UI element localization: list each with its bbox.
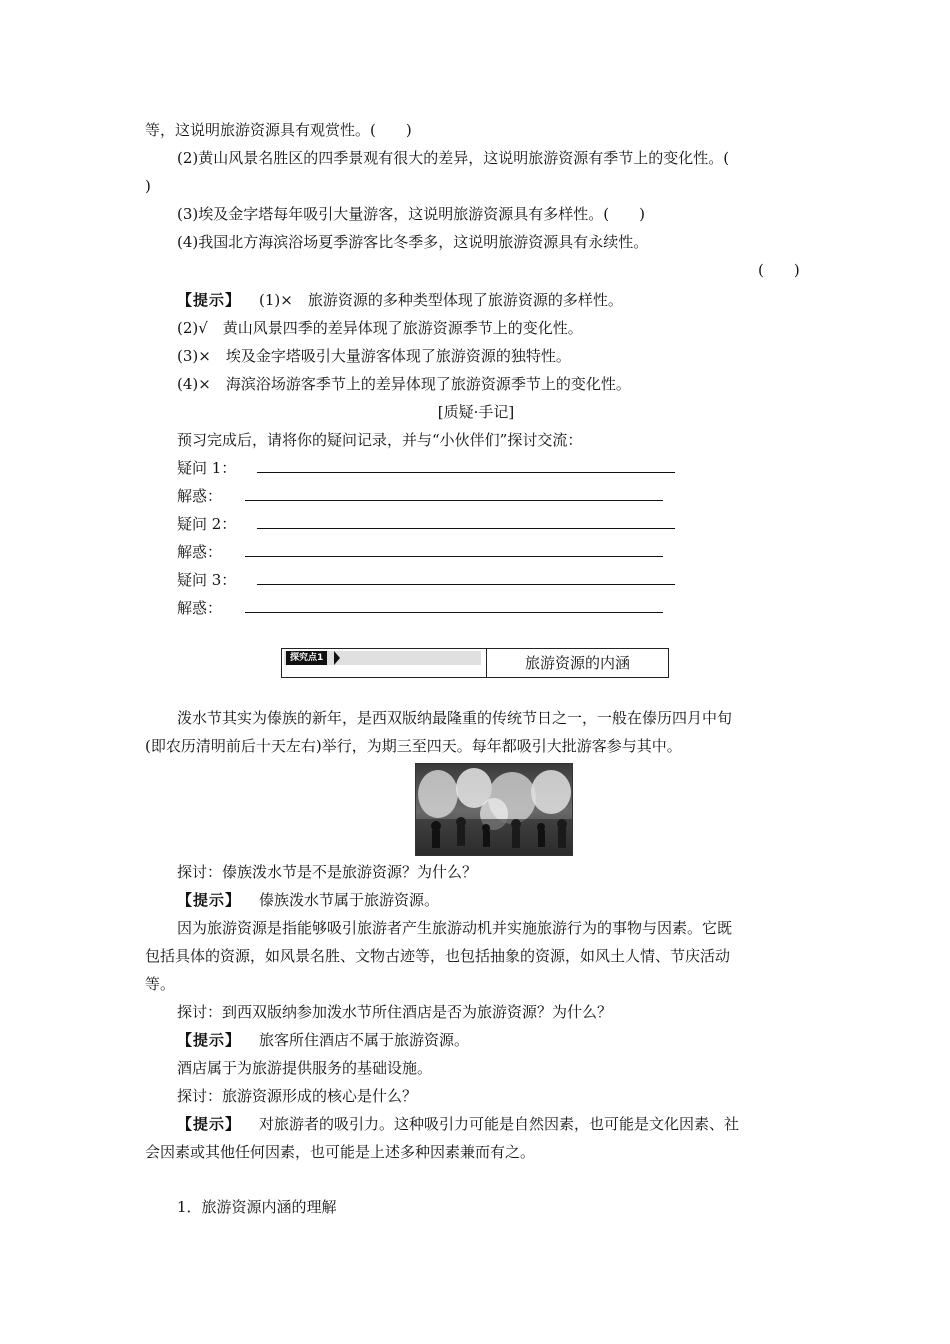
arrow-icon — [334, 651, 340, 665]
hint-2 — [177, 1027, 469, 1054]
water-festival-photo — [415, 763, 573, 856]
hint-label: 【提示】 — [177, 1031, 242, 1049]
answer-1 — [177, 287, 623, 314]
answer-2: (2)√ 黄山风景四季的差异体现了旅游资源季节上的变化性。 — [177, 319, 583, 337]
hint-2-text: 旅客所住酒店不属于旅游资源。 — [259, 1031, 470, 1049]
exercise-2-tail: ) — [145, 177, 151, 195]
answer-4: (4)× 海滨浴场游客季节上的差异体现了旅游资源季节上的变化性。 — [177, 375, 631, 393]
exercise-2: (2)黄山风景名胜区的四季景观有很大的差异，这说明旅游资源有季节上的变化性。( — [177, 149, 730, 167]
question-label: 疑问 2： — [177, 515, 237, 533]
hint-3-text: 对旅游者的吸引力。这种吸引力可能是自然因素，也可能是文化因素、社 — [259, 1115, 740, 1133]
answer-1-blank[interactable] — [245, 500, 663, 501]
answer-label: 解惑： — [177, 599, 223, 617]
discussion-2: 探讨：到西双版纳参加泼水节所住酒店是否为旅游资源？为什么？ — [177, 1003, 613, 1021]
hint-3 — [177, 1111, 739, 1138]
hint-1 — [177, 887, 439, 914]
explain-line-3: 等。 — [145, 975, 176, 993]
hint-label: 【提示】 — [177, 1115, 242, 1133]
exercise-1-tail: 等，这说明旅游资源具有观赏性。( ) — [145, 121, 412, 139]
section-banner — [281, 648, 669, 678]
explain-line-1: 因为旅游资源是指能够吸引旅游者产生旅游动机并实施旅游行为的事物与因素。它既 — [177, 919, 733, 937]
question-3-blank[interactable] — [257, 584, 675, 585]
notes-heading: [质疑·手记] — [437, 403, 515, 421]
explain-line-2: 包括具体的资源，如风景名胜、文物古迹等，也包括抽象的资源，如风土人情、节庆活动 — [145, 947, 731, 965]
answer-2-blank[interactable] — [245, 556, 663, 557]
exercise-4-paren: ( ) — [758, 261, 800, 279]
photo-graphic — [416, 764, 573, 856]
notes-intro: 预习完成后，请将你的疑问记录，并与“小伙伴们”探讨交流： — [177, 431, 583, 449]
answer-1-text: (1)× 旅游资源的多种类型体现了旅游资源的多样性。 — [259, 291, 623, 309]
answer-label: 解惑： — [177, 543, 223, 561]
question-label: 疑问 3： — [177, 571, 237, 589]
answer-label: 解惑： — [177, 487, 223, 505]
exercise-3: (3)埃及金字塔每年吸引大量游客，这说明旅游资源具有多样性。( ) — [177, 205, 645, 223]
intro-line-1: 泼水节其实为傣族的新年，是西双版纳最隆重的传统节日之一，一般在傣历四月中旬 — [177, 709, 733, 727]
section-tag: 探究点1 — [286, 651, 327, 665]
hint-label: 【提示】 — [177, 291, 242, 309]
intro-line-2: (即农历清明前后十天左右)举行，为期三至四天。每年都吸引大批游客参与其中。 — [145, 737, 682, 755]
point-heading-1: 1．旅游资源内涵的理解 — [177, 1198, 337, 1216]
banner-bar — [284, 651, 481, 665]
question-label: 疑问 1： — [177, 459, 237, 477]
discussion-1: 探讨：傣族泼水节是不是旅游资源？为什么？ — [177, 863, 478, 881]
hint-3-line-2: 会因素或其他任何因素，也可能是上述多种因素兼而有之。 — [145, 1143, 536, 1161]
answer-3-blank[interactable] — [245, 612, 663, 613]
answer-3: (3)× 埃及金字塔吸引大量游客体现了旅游资源的独特性。 — [177, 347, 571, 365]
section-title: 旅游资源的内涵 — [524, 654, 630, 672]
discussion-3: 探讨：旅游资源形成的核心是什么？ — [177, 1087, 418, 1105]
question-2-blank[interactable] — [257, 528, 675, 529]
hint-1-text: 傣族泼水节属于旅游资源。 — [259, 891, 440, 909]
exercise-4: (4)我国北方海滨浴场夏季游客比冬季多，这说明旅游资源具有永续性。 — [177, 233, 649, 251]
explain-line-4: 酒店属于为旅游提供服务的基础设施。 — [177, 1059, 433, 1077]
hint-label: 【提示】 — [177, 891, 242, 909]
question-1-blank[interactable] — [257, 472, 675, 473]
